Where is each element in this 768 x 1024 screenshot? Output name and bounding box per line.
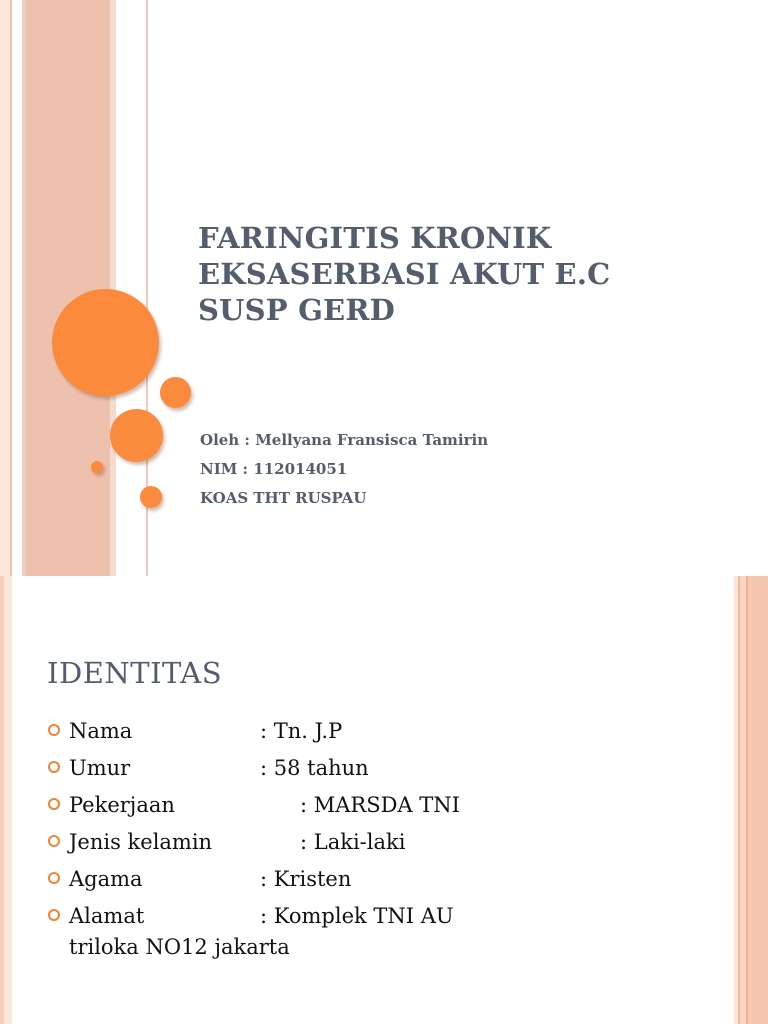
- item-label: Umur: [69, 756, 131, 780]
- item-value: : Tn. J.P: [260, 719, 343, 743]
- list-item-nama: [48, 716, 708, 753]
- item-value: : Kristen: [260, 867, 352, 891]
- title-line: FARINGITIS KRONIK: [198, 221, 552, 255]
- item-label: Jenis kelamin: [69, 830, 213, 854]
- item-value: : 58 tahun: [260, 756, 369, 780]
- decor-stripe: [0, 0, 10, 576]
- identity-slide: [0, 576, 768, 1024]
- circle-bullet-icon: [48, 835, 60, 847]
- author-line: Oleh : Mellyana Fransisca Tamirin: [200, 431, 489, 449]
- slide-title: [198, 220, 738, 328]
- title-line: SUSP GERD: [198, 293, 395, 327]
- decor-circle: [110, 409, 163, 462]
- list-item-pekerjaan: [48, 790, 708, 827]
- item-value-continuation: triloka NO12 jakarta: [69, 935, 290, 959]
- nim-line: NIM : 112014051: [200, 460, 348, 478]
- department-line: KOAS THT RUSPAU: [200, 489, 367, 507]
- decor-stripe: [4, 576, 12, 1024]
- item-value: : MARSDA TNI: [300, 793, 460, 817]
- decor-circle: [160, 377, 191, 408]
- item-value: : Komplek TNI AU: [260, 904, 454, 928]
- item-label: Agama: [69, 867, 143, 891]
- decor-stripe: [26, 0, 110, 576]
- list-item-agama: [48, 864, 708, 901]
- decor-circle-large: [52, 289, 159, 396]
- circle-bullet-icon: [48, 798, 60, 810]
- slide-subtitle: [200, 426, 720, 513]
- circle-bullet-icon: [48, 872, 60, 884]
- circle-bullet-icon: [48, 909, 60, 921]
- item-label: Nama: [69, 719, 133, 743]
- decor-stripe: [10, 0, 12, 576]
- circle-bullet-icon: [48, 724, 60, 736]
- item-value: : Laki-laki: [300, 830, 406, 854]
- decor-stripe: [110, 0, 116, 576]
- circle-bullet-icon: [48, 761, 60, 773]
- list-item-umur: [48, 753, 708, 790]
- item-label: Alamat: [69, 904, 145, 928]
- title-line: EKSASERBASI AKUT E.C: [198, 257, 611, 291]
- list-item-jenis-kelamin: [48, 827, 708, 864]
- item-label: Pekerjaan: [69, 793, 175, 817]
- identity-list: [48, 716, 708, 959]
- decor-stripe: [748, 576, 768, 1024]
- decor-circle-small: [91, 461, 103, 473]
- section-heading: IDENTITAS: [47, 656, 223, 690]
- decor-circle: [140, 486, 162, 508]
